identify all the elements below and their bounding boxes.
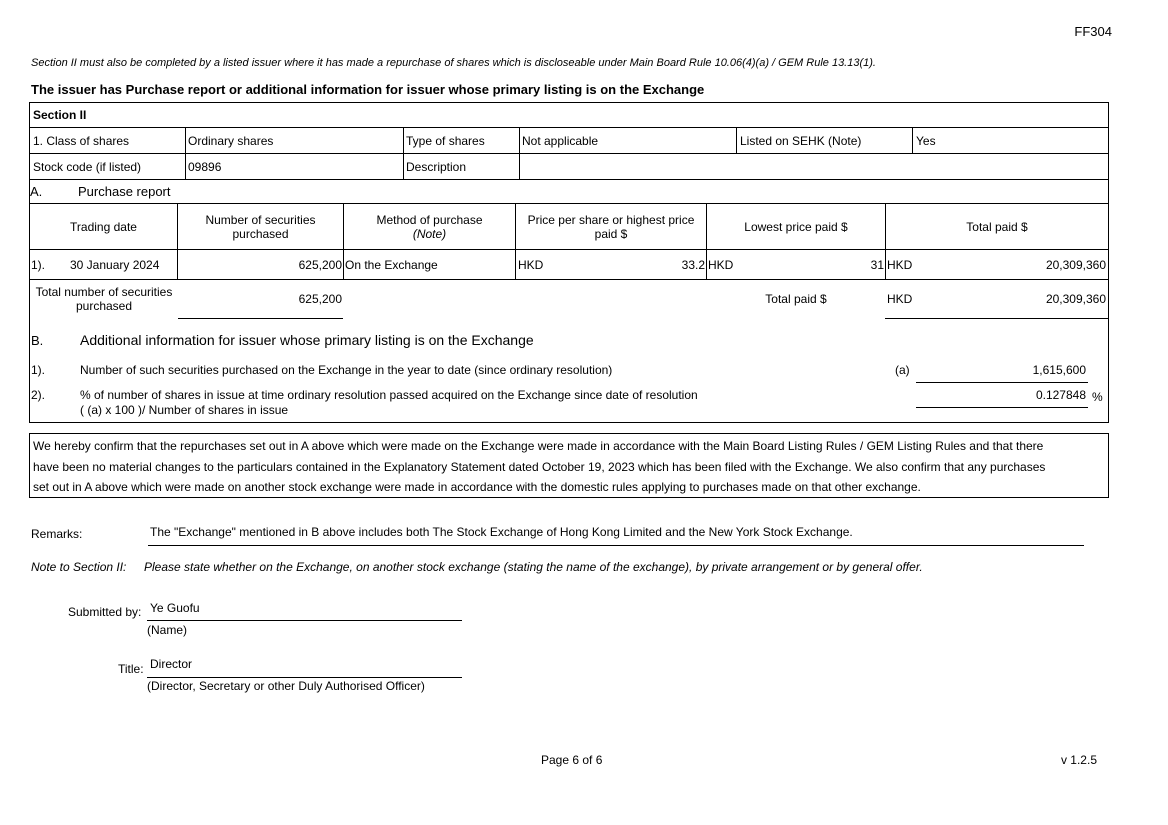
listed-value: Yes	[916, 133, 936, 148]
item2-unit: %	[1092, 390, 1103, 404]
total-number-label: Total number of securities purchased	[35, 285, 173, 313]
total-number: 625,200	[298, 292, 342, 306]
remarks-text: The "Exchange" mentioned in B above includes both The Stock Exchange of Hong Kong Limited and the New York Stock Exchange.	[150, 525, 853, 539]
confirmation-line-2: have been no material changes to the particulars contained in the Explanatory Statement dated October 19, 2023 which has been filed with the Exchange. We also confirm that any purchases	[33, 459, 1046, 474]
row-lowest: 31	[870, 257, 884, 272]
th-trading-date: Trading date	[70, 219, 137, 234]
intro-note: Section II must also be completed by a listed issuer where it has made a repurchase of shares which is discloseable under Main Board Rule 10.06(4)(a) / GEM Rule 13.13(1).	[31, 57, 876, 69]
class-label: 1. Class of shares	[33, 133, 130, 148]
row-total: 20,309,360	[1045, 257, 1106, 272]
total-paid-label: Total paid $	[765, 292, 827, 306]
confirmation-line-1: We hereby confirm that the repurchases set out in A above which were made on the Exchange were made in accordance with the Main Board Listing Rules / GEM Listing Rules and that there	[33, 439, 1044, 453]
confirmation-box	[29, 433, 1109, 498]
name-caption: (Name)	[147, 623, 188, 637]
class-value: Ordinary shares	[188, 133, 274, 148]
version-label: v 1.2.5	[1060, 753, 1097, 767]
section-heading: The issuer has Purchase report or additional information for issuer whose primary listing is on the Exchange	[31, 82, 705, 97]
row-method: On the Exchange	[345, 257, 438, 272]
row-total-currency: HKD	[887, 257, 913, 272]
section-b-title: Additional information for issuer whose primary listing is on the Exchange	[80, 332, 534, 348]
th-price: Price per share or highest price paid $	[527, 212, 695, 241]
remarks-label: Remarks:	[31, 527, 83, 541]
submitted-name: Ye Guofu	[150, 601, 200, 615]
page-label: Page 6 of 6	[541, 753, 603, 767]
item2-formula: ( (a) x 100 )/ Number of shares in issue	[80, 403, 289, 417]
item2-text: % of number of shares in issue at time ordinary resolution passed acquired on the Exchange since date of resolution	[80, 388, 698, 402]
row-date: 30 January 2024	[70, 257, 160, 272]
type-value: Not applicable	[522, 133, 599, 148]
item1-index: 1).	[31, 363, 46, 377]
description-label: Description	[406, 159, 467, 174]
type-label: Type of shares	[406, 133, 485, 148]
stock-code-label: Stock code (if listed)	[33, 159, 142, 174]
title-caption: (Director, Secretary or other Duly Authorised Officer)	[147, 679, 425, 693]
th-method-note: (Note)	[412, 226, 447, 241]
row-index: 1).	[31, 257, 46, 272]
row-price: 33.2	[681, 257, 705, 272]
total-paid: 20,309,360	[1045, 292, 1106, 306]
item2-index: 2).	[31, 388, 46, 402]
title-label: Title:	[118, 662, 144, 676]
row-number: 625,200	[298, 257, 342, 272]
submitted-label: Submitted by:	[68, 605, 142, 619]
th-lowest: Lowest price paid $	[744, 219, 848, 234]
form-code: FF304	[1074, 24, 1112, 39]
item1-text: Number of such securities purchased on the Exchange in the year to date (since ordinary resolution)	[80, 363, 613, 377]
section-a-title: Purchase report	[78, 184, 171, 199]
confirmation-line-3: set out in A above which were made on another stock exchange were made in accordance with the domestic rules applying to purchases made on that other exchange.	[33, 480, 921, 494]
row-price-currency: HKD	[518, 257, 544, 272]
listed-label: Listed on SEHK (Note)	[740, 133, 862, 148]
th-total: Total paid $	[966, 219, 1028, 234]
section-a-letter: A.	[30, 184, 43, 199]
item1-marker: (a)	[895, 363, 910, 377]
note-text: Please state whether on the Exchange, on another stock exchange (stating the name of the exchange), by private arrangement or by general offer.	[144, 560, 923, 574]
item2-value: 0.127848	[1035, 388, 1086, 402]
item1-value: 1,615,600	[1032, 363, 1086, 377]
th-number: Number of securities purchased	[205, 212, 316, 241]
total-paid-currency: HKD	[887, 292, 913, 306]
stock-code-value: 09896	[188, 159, 222, 174]
th-method	[344, 204, 515, 249]
title-value: Director	[150, 657, 193, 671]
section-b-letter: B.	[31, 332, 44, 348]
note-label: Note to Section II:	[31, 560, 127, 574]
th-method-label: Method of purchase	[376, 212, 483, 227]
row-lowest-currency: HKD	[708, 257, 734, 272]
section-title: Section II	[33, 108, 87, 122]
